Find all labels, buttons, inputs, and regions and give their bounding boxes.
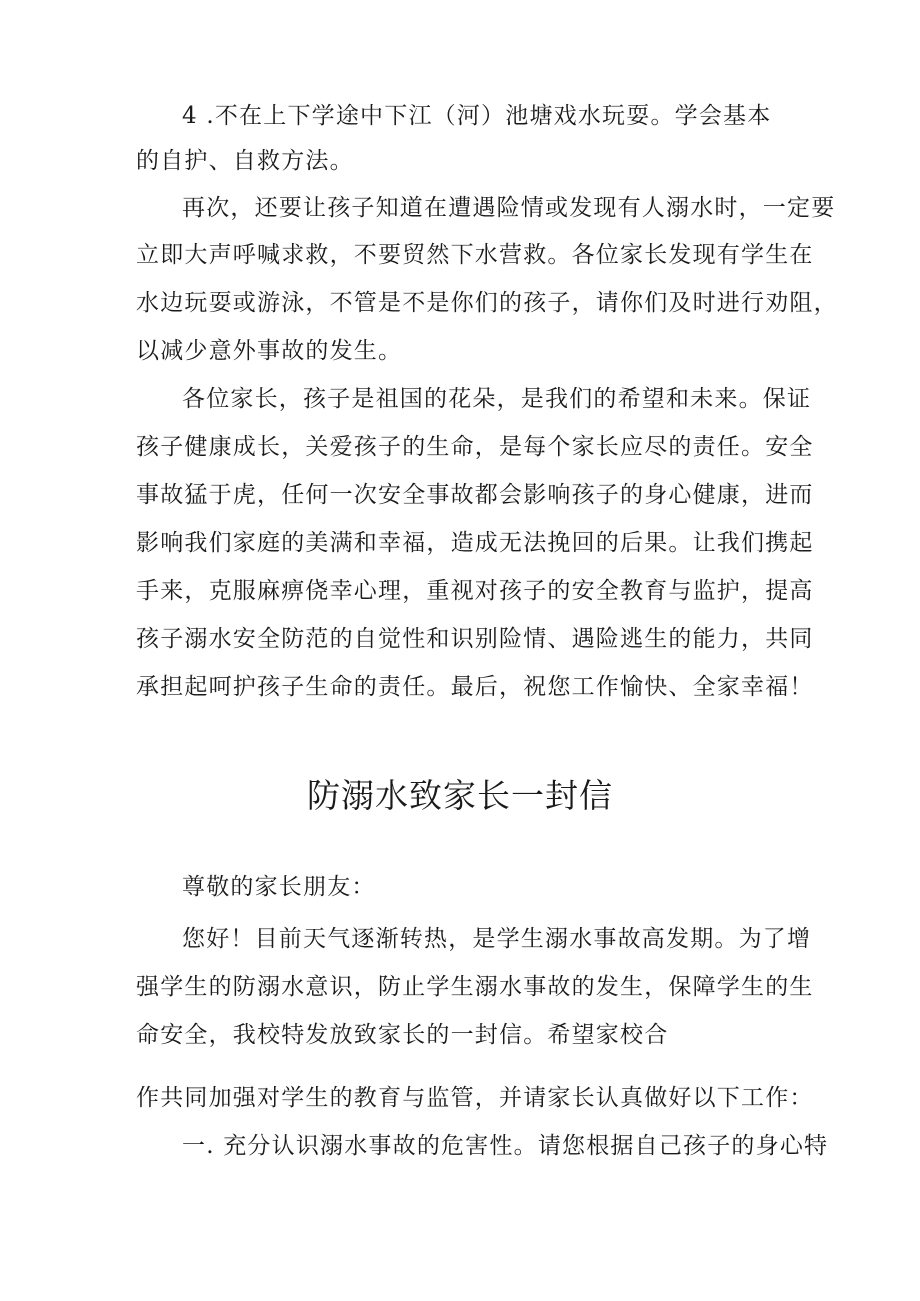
paragraph-line: 水边玩耍或游泳，不管是不是你们的孩子，请你们及时进行劝阻， [136, 290, 838, 316]
salutation: 尊敬的家长朋友： [182, 874, 376, 900]
paragraph-line: 您好！目前天气逐渐转热，是学生溺水事故高发期。为了增 [182, 926, 812, 952]
paragraph-line: 孩子溺水安全防范的自觉性和识别险情、遇险逃生的能力，共同 [136, 626, 814, 652]
paragraph-line: 强学生的防溺水意识，防止学生溺水事故的发生，保障学生的生 [136, 974, 814, 1000]
paragraph-line: 以减少意外事故的发生。 [136, 338, 403, 364]
list-item-1-line-1: 一. 充分认识溺水事故的危害性。请您根据自己孩子的身心特 [182, 1133, 829, 1159]
paragraph-line: 事故猛于虎，任何一次安全事故都会影响孩子的身心健康，进而 [136, 482, 814, 508]
list-item-4-line-2: 的自护、自救方法。 [136, 148, 354, 174]
paragraph-line: 命安全，我校特发放致家长的一封信。希望家校合 [136, 1022, 669, 1048]
paragraph-line: 孩子健康成长，关爱孩子的生命，是每个家长应尽的责任。安全 [136, 434, 814, 460]
paragraph-line: 再次，还要让孩子知道在遭遇险情或发现有人溺水时，一定要 [182, 195, 836, 221]
paragraph-line: 影响我们家庭的美满和幸福，造成无法挽回的后果。让我们携起 [136, 530, 814, 556]
paragraph-line: 各位家长，孩子是祖国的花朵，是我们的希望和未来。保证 [182, 386, 812, 412]
paragraph-line: 立即大声呼喊求救，不要贸然下水营救。各位家长发现有学生在 [136, 242, 814, 268]
paragraph-line: 承担起呵护孩子生命的责任。最后，祝您工作愉快、全家幸福！ [136, 674, 814, 700]
paragraph-line: 作共同加强对学生的教育与监管，并请家长认真做好以下工作： [136, 1085, 814, 1111]
list-item-4-line-1: 4 .不在上下学途中下江（河）池塘戏水玩耍。学会基本 [182, 103, 772, 129]
paragraph-line: 手来，克服麻痹侥幸心理，重视对孩子的安全教育与监护，提高 [136, 578, 814, 604]
letter-title: 防溺水致家长一封信 [307, 776, 613, 815]
